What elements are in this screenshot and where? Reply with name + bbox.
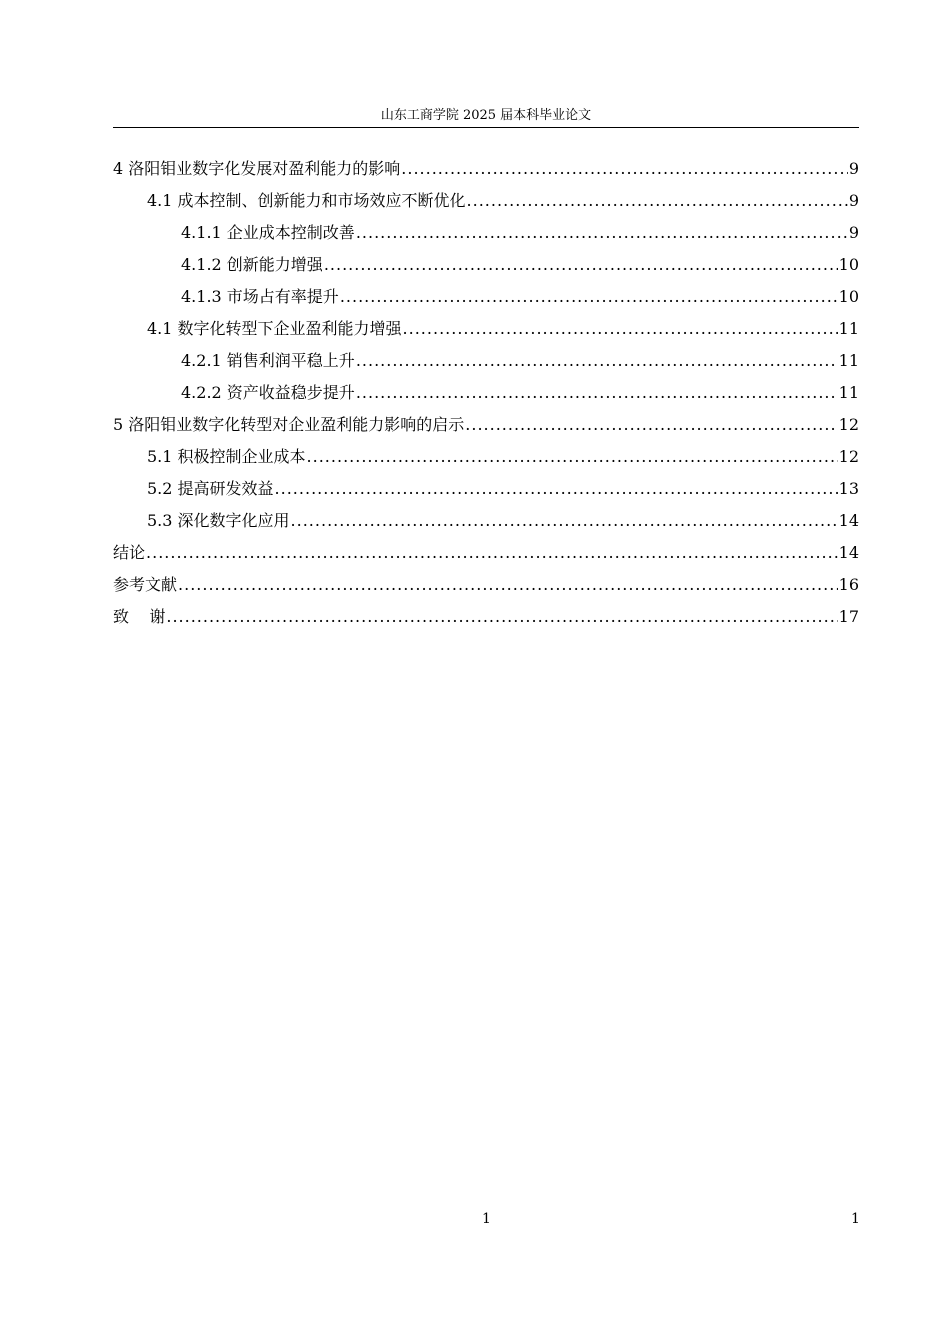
toc-entry-chapter-4[interactable] xyxy=(113,155,859,187)
toc-entry-section-4-2-1[interactable] xyxy=(113,347,859,379)
toc-dot-leader xyxy=(465,411,837,439)
toc-dot-leader xyxy=(340,283,838,311)
toc-entry-page: 17 xyxy=(838,607,859,626)
toc-dot-leader xyxy=(403,315,838,343)
toc-entry-page: 12 xyxy=(838,415,859,434)
toc-dot-leader xyxy=(467,187,848,215)
toc-entry-title: 4.1.2 创新能力增强 xyxy=(181,255,323,274)
toc-dot-leader xyxy=(324,251,838,279)
toc-entry-title: 4.2.1 销售利润平稳上升 xyxy=(181,351,355,370)
toc-entry-title: 参考文献 xyxy=(113,575,178,594)
toc-entry-references[interactable] xyxy=(113,571,859,603)
toc-entry-title: 4 洛阳钼业数字化发展对盈利能力的影响 xyxy=(113,159,401,178)
toc-entry-page: 10 xyxy=(838,255,859,274)
toc-entry-page: 14 xyxy=(838,543,859,562)
toc-entry-section-4-2-2[interactable] xyxy=(113,379,859,411)
toc-dot-leader xyxy=(401,155,848,183)
toc-entry-title: 5.2 提高研发效益 xyxy=(147,479,274,498)
toc-entry-section-4-1-3[interactable] xyxy=(113,283,859,315)
page-header: 山东工商学院 2025 届本科毕业论文 xyxy=(380,108,592,123)
toc-dot-leader xyxy=(356,219,848,247)
toc-entry-section-4-1-1[interactable] xyxy=(113,219,859,251)
toc-entry-title: 4.1.1 企业成本控制改善 xyxy=(181,223,355,242)
toc-entry-page: 13 xyxy=(838,479,859,498)
toc-entry-section-4-1-2[interactable] xyxy=(113,251,859,283)
toc-entry-title: 致 谢 xyxy=(113,607,166,626)
toc-entry-section-5-1[interactable] xyxy=(113,443,859,475)
toc-entry-acknowledgements[interactable] xyxy=(113,603,859,635)
toc-entry-page: 12 xyxy=(838,447,859,466)
toc-entry-page: 9 xyxy=(848,223,859,242)
toc-entry-page: 9 xyxy=(848,191,859,210)
toc-dot-leader xyxy=(291,507,838,535)
toc-entry-section-5-3[interactable] xyxy=(113,507,859,539)
toc-dot-leader xyxy=(275,475,838,503)
toc-entry-title: 5.1 积极控制企业成本 xyxy=(147,447,306,466)
toc-entry-section-4-2[interactable] xyxy=(113,315,859,347)
toc-entry-page: 11 xyxy=(838,351,859,370)
toc-entry-page: 16 xyxy=(838,575,859,594)
toc-entry-page: 14 xyxy=(838,511,859,530)
toc-dot-leader xyxy=(307,443,838,471)
toc-dot-leader xyxy=(178,571,838,599)
toc-dot-leader xyxy=(146,539,838,567)
toc-entry-page: 11 xyxy=(838,319,859,338)
page-number-center: 1 xyxy=(482,1211,491,1227)
toc-entry-title: 4.1 成本控制、创新能力和市场效应不断优化 xyxy=(147,191,466,210)
toc-dot-leader xyxy=(356,347,838,375)
toc-entry-title: 结论 xyxy=(113,543,146,562)
toc-dot-leader xyxy=(356,379,838,407)
table-of-contents xyxy=(113,155,859,635)
toc-entry-section-4-1[interactable] xyxy=(113,187,859,219)
toc-entry-title: 4.1 数字化转型下企业盈利能力增强 xyxy=(147,319,402,338)
toc-dot-leader xyxy=(166,603,837,631)
header-divider xyxy=(113,127,859,128)
toc-entry-chapter-5[interactable] xyxy=(113,411,859,443)
toc-entry-conclusion[interactable] xyxy=(113,539,859,571)
toc-entry-title: 5.3 深化数字化应用 xyxy=(147,511,290,530)
toc-entry-title: 4.2.2 资产收益稳步提升 xyxy=(181,383,355,402)
toc-entry-title: 5 洛阳钼业数字化转型对企业盈利能力影响的启示 xyxy=(113,415,465,434)
toc-entry-page: 11 xyxy=(838,383,859,402)
toc-entry-page: 10 xyxy=(838,287,859,306)
toc-entry-page: 9 xyxy=(848,159,859,178)
toc-entry-title: 4.1.3 市场占有率提升 xyxy=(181,287,339,306)
toc-entry-section-5-2[interactable] xyxy=(113,475,859,507)
page-number-right: 1 xyxy=(851,1211,860,1227)
